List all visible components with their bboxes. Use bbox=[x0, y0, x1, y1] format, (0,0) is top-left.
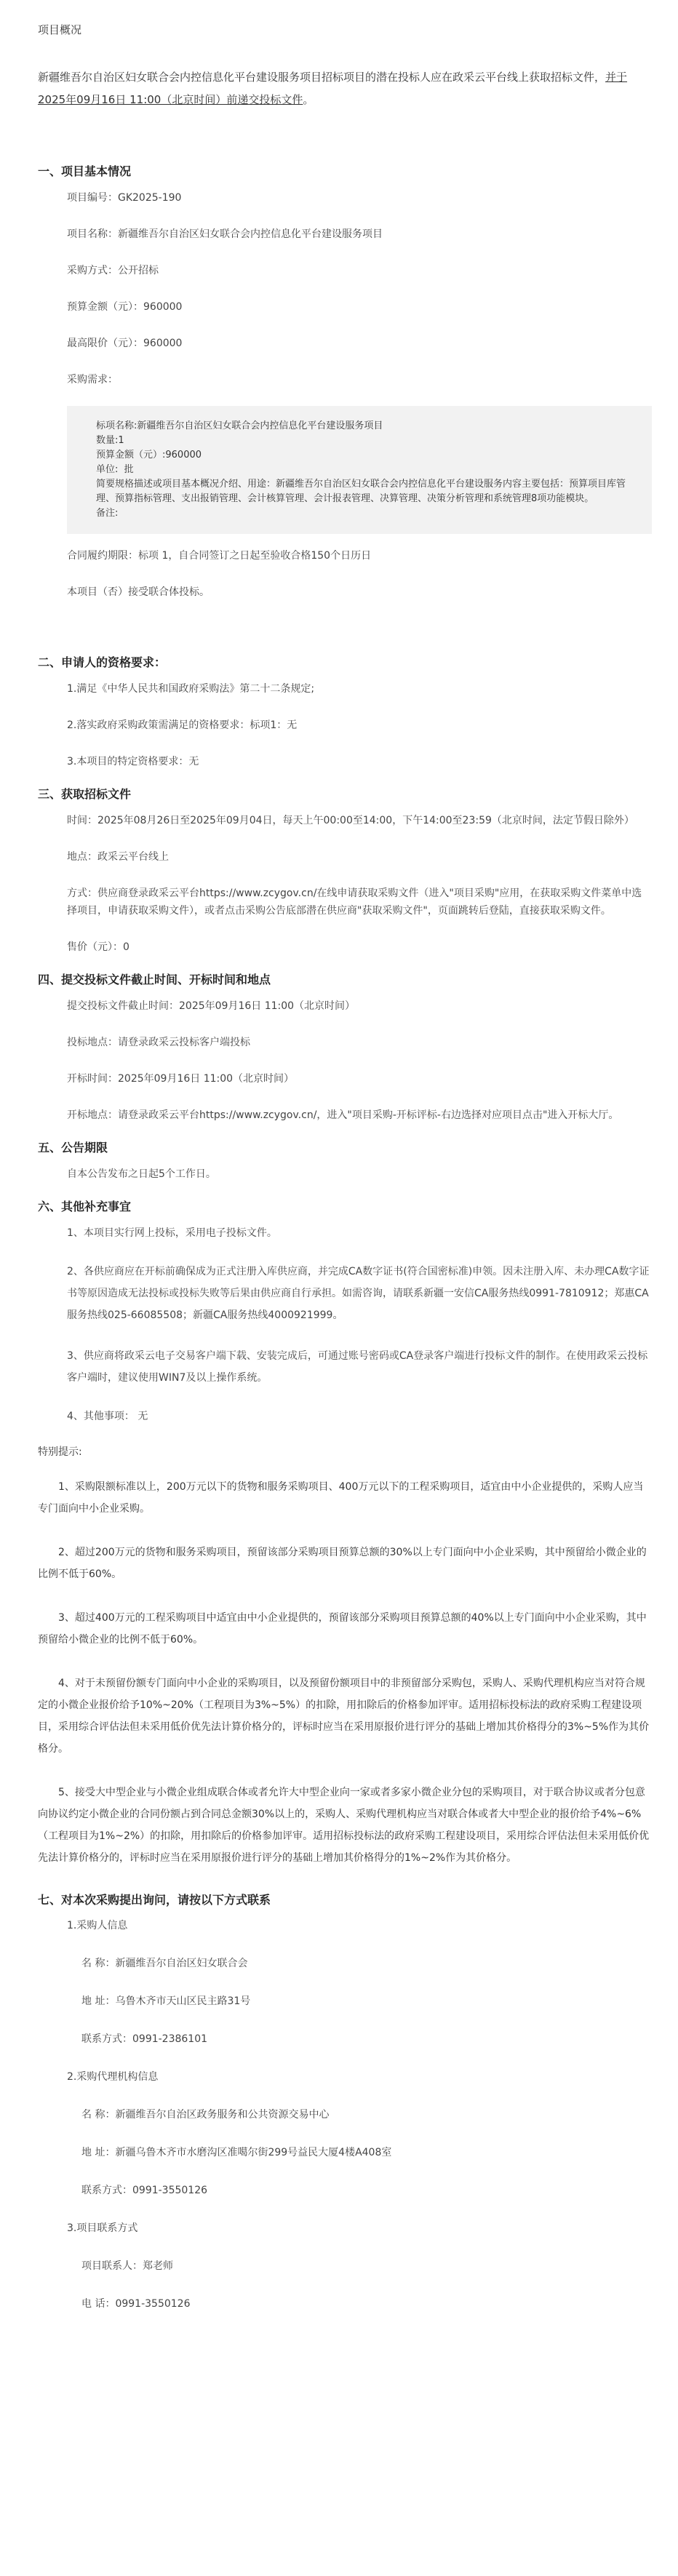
procurement-method: 采购方式：公开招标 bbox=[67, 265, 159, 276]
supplement-item-4: 4、其他事项： 无 bbox=[67, 1411, 148, 1422]
buyer-name: 名 称：新疆维吾尔自治区妇女联合会 bbox=[81, 1958, 248, 1969]
special-notice-4: 4、对于未预留份额专门面向中小企业的采购项目，以及预留份额项目中的非预留部分采购包，采购人、采购代理机构应当对符合规定的小微企业报价给予10%~20%（工程项目为3%~5%）的扣除，用扣除后的价格参加评审。适用招标投标法的政府采购工程建设项目，采用综合评估法但未采用低价优先法计算价格分的，评标时应当在采用原报价进行评分的基础上增加其价格得分的3%~5%作为其价格分。 bbox=[38, 1678, 650, 1755]
section-1-title: 一、项目基本情况 bbox=[38, 164, 132, 178]
overview-deadline: 并于2025年09月16日 11:00（北京时间）前递交投标文件 bbox=[38, 71, 628, 106]
supplement-item-1: 1、本项目实行网上投标，采用电子投标文件。 bbox=[67, 1227, 277, 1239]
open-time: 开标时间：2025年09月16日 11:00（北京时间） bbox=[67, 1073, 295, 1085]
special-notice-2: 2、超过200万元的货物和服务采购项目，预留该部分采购项目预算总额的30%以上专门面向中小企业采购，其中预留给小微企业的比例不低于60%。 bbox=[38, 1547, 647, 1580]
overview-text-suffix: 。 bbox=[303, 93, 314, 106]
bid-deadline: 提交投标文件截止时间：2025年09月16日 11:00（北京时间） bbox=[67, 1000, 356, 1012]
project-contact-head: 3.项目联系方式 bbox=[67, 2222, 138, 2234]
contract-period: 合同履约期限：标项 1，自合同签订之日起至验收合格150个日历日 bbox=[67, 550, 372, 562]
overview-text-prefix: 新疆维吾尔自治区妇女联合会内控信息化平台建设服务项目招标项目的潜在投标人应在政采云平台线上获取招标文件， bbox=[38, 71, 606, 84]
section-4-title: 四、提交投标文件截止时间、开标时间和地点 bbox=[38, 973, 271, 986]
obtain-method: 方式：供应商登录政采云平台https://www.zcygov.cn/在线申请获取采购文件（进入"项目采购"应用，在获取采购文件菜单中选择项目，申请获取采购文件），或者点击采购公告底部潜在供应商"获取采购文件"，页面跳转后登陆，直接获取采购文件。 bbox=[67, 888, 642, 917]
project-number: 项目编号：GK2025-190 bbox=[67, 192, 182, 204]
agent-name: 名 称：新疆维吾尔自治区政务服务和公共资源交易中心 bbox=[81, 2109, 330, 2121]
open-place: 开标地点：请登录政采云平台https://www.zcygov.cn/，进入"项目采购-开标评标-右边选择对应项目点击"进入开标大厅。 bbox=[67, 1109, 619, 1121]
section-2-title: 二、申请人的资格要求： bbox=[38, 655, 167, 669]
project-name: 项目名称：新疆维吾尔自治区妇女联合会内控信息化平台建设服务项目 bbox=[67, 228, 383, 240]
agent-address: 地 址：新疆乌鲁木齐市水磨沟区准噶尔街299号益民大厦4楼A408室 bbox=[81, 2147, 392, 2158]
budget-amount: 预算金额（元）：960000 bbox=[67, 301, 183, 313]
section-3-title: 三、获取招标文件 bbox=[38, 787, 132, 801]
bid-place: 投标地点：请登录政采云投标客户端投标 bbox=[67, 1037, 250, 1048]
obtain-time: 时间：2025年08月26日至2025年09月04日，每天上午00:00至14:00，下午14:00至23:59（北京时间，法定节假日除外） bbox=[67, 815, 634, 826]
overview-title: 项目概况 bbox=[38, 23, 82, 36]
buyer-phone: 联系方式：0991-2386101 bbox=[81, 2033, 208, 2045]
section-5-title: 五、公告期限 bbox=[38, 1141, 108, 1155]
overview-text bbox=[38, 66, 652, 111]
qualification-item-2: 2.落实政府采购政策需满足的资格要求：标项1：无 bbox=[67, 719, 298, 731]
special-notice-1: 1、采购限额标准以上，200万元以下的货物和服务采购项目、400万元以下的工程采购项目，适宜由中小企业提供的，采购人应当专门面向中小企业采购。 bbox=[38, 1481, 644, 1515]
special-notice-5: 5、接受大中型企业与小微企业组成联合体或者允许大中型企业向一家或者多家小微企业分包的采购项目，对于联合协议或者分包意向协议约定小微企业的合同份额占到合同总金额30%以上的，采购人、采购代理机构应当对联合体或者大中型企业的报价给予4%~6%（工程项目为1%~2%）的扣除，用扣除后的价格参加评审。适用招标投标法的政府采购工程建设项目，采用综合评估法但未采用低价优先法计算价格分的，评标时应当在采用原报价进行评分的基础上增加其价格得分的1%~2%作为其价格分。 bbox=[38, 1787, 650, 1864]
qualification-item-1: 1.满足《中华人民共和国政府采购法》第二十二条规定; bbox=[67, 683, 315, 695]
supplement-item-2: 2、各供应商应在开标前确保成为正式注册入库供应商，并完成CA数字证书(符合国密标准)申领。因未注册入库、未办理CA数字证书等原因造成无法投标或投标失败等后果由供应商自行承担。如需咨询，请联系新疆一安信CA服务热线0991-7810912；郑惠CA服务热线025-66085508；新疆CA服务热线4000921999。 bbox=[67, 1266, 650, 1321]
special-notice-3: 3、超过400万元的工程采购项目中适宜由中小企业提供的，预留该部分采购项目预算总额的40%以上专门面向中小企业采购，其中预留给小微企业的比例不低于60%。 bbox=[38, 1612, 647, 1646]
supplement-item-3: 3、供应商将政采云电子交易客户端下载、安装完成后，可通过账号密码或CA登录客户端进行投标文件的制作。在使用政采云投标客户端时，建议使用WIN7及以上操作系统。 bbox=[67, 1350, 648, 1384]
document-price: 售价（元）：0 bbox=[67, 941, 129, 953]
consortium-note: 本项目（否）接受联合体投标。 bbox=[67, 586, 210, 598]
agent-phone: 联系方式：0991-3550126 bbox=[81, 2185, 208, 2196]
qualification-item-3: 3.本项目的特定资格要求：无 bbox=[67, 756, 199, 767]
agent-info-head: 2.采购代理机构信息 bbox=[67, 2071, 159, 2083]
special-notice-head: 特别提示: bbox=[38, 1446, 82, 1458]
spec-box: 标项名称:新疆维吾尔自治区妇女联合会内控信息化平台建设服务项目 数量:1 预算金额（元）:960000 单位: 批 简要规格描述或项目基本概况介绍、用途：新疆维吾尔自治区妇女联合会内控信息化平台建设服务内容主要包括：预算项目库管理、预算指标管理、支出报销管理、会计核算管理、会计报表管理、决算管理、决策分析管理和系统管理8项功能模块。 备注: bbox=[67, 406, 652, 534]
buyer-address: 地 址：乌鲁木齐市天山区民主路31号 bbox=[81, 1995, 251, 2007]
max-price: 最高限价（元）：960000 bbox=[67, 338, 183, 349]
section-7-title: 七、对本次采购提出询问，请按以下方式联系 bbox=[38, 1893, 271, 1907]
obtain-place: 地点：政采云平台线上 bbox=[67, 851, 169, 863]
requirement-label: 采购需求： bbox=[67, 374, 118, 386]
buyer-info-head: 1.采购人信息 bbox=[67, 1920, 128, 1931]
project-contact-person: 项目联系人：郑老师 bbox=[81, 2260, 173, 2272]
announcement-period: 自本公告发布之日起5个工作日。 bbox=[67, 1168, 216, 1180]
section-6-title: 六、其他补充事宜 bbox=[38, 1200, 132, 1213]
project-contact-phone: 电 话：0991-3550126 bbox=[81, 2298, 191, 2310]
